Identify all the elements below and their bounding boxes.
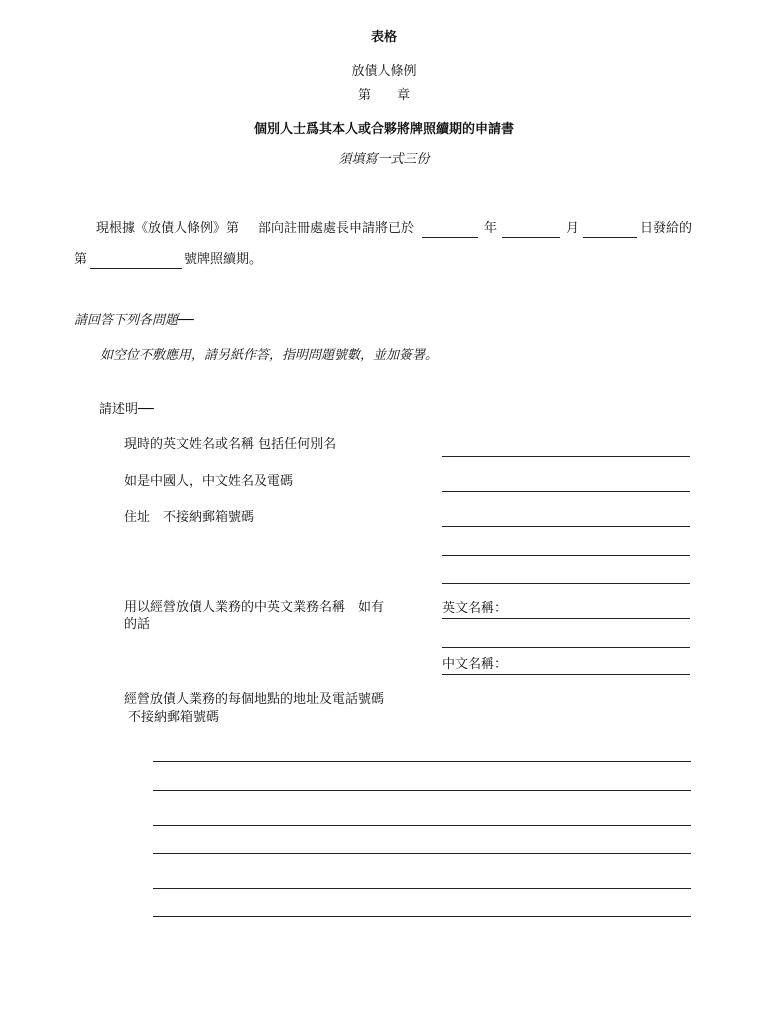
business-address-line-6[interactable] bbox=[153, 916, 691, 917]
business-address-line-1[interactable] bbox=[153, 761, 691, 762]
address-line-2[interactable] bbox=[442, 555, 690, 556]
form-subtitle: 須填寫一式三份 bbox=[338, 152, 430, 167]
chinese-name-label: 如是中國人，中文姓名及電碼 bbox=[124, 474, 294, 489]
business-name-line-extra[interactable] bbox=[442, 647, 690, 648]
business-name-label: 用以經營放債人業務的中英文業務名稱 如有的話 bbox=[124, 600, 385, 632]
business-address-line-4[interactable] bbox=[153, 853, 691, 854]
issue-day-blank[interactable] bbox=[583, 237, 637, 238]
licence-number-blank[interactable] bbox=[90, 268, 182, 269]
form-label: 表格 bbox=[370, 30, 397, 45]
intro-line2-suffix: 號牌照續期。 bbox=[184, 252, 263, 267]
intro-line2-prefix: 第 bbox=[74, 252, 88, 267]
answer-questions-instruction: 請回答下列各問題── bbox=[74, 313, 194, 328]
business-address-line-2[interactable] bbox=[153, 790, 691, 791]
issue-year-blank[interactable] bbox=[422, 237, 478, 238]
intro-day-issued: 日發給的 bbox=[640, 221, 693, 236]
intro-year: 年 bbox=[484, 221, 498, 236]
intro-month: 月 bbox=[566, 221, 580, 236]
issue-month-blank[interactable] bbox=[502, 237, 560, 238]
please-state-label: 請述明── bbox=[99, 402, 154, 417]
chapter-label: 第 章 bbox=[357, 88, 410, 103]
space-note: 如空位不敷應用，請另紙作答，指明問題號數，並加簽署。 bbox=[100, 348, 439, 363]
intro-part1: 現根據《放債人條例》第 bbox=[96, 221, 240, 236]
address-line-1[interactable] bbox=[442, 526, 690, 527]
english-name-line[interactable] bbox=[442, 456, 690, 457]
business-address-line-3[interactable] bbox=[153, 825, 691, 826]
address-line-3[interactable] bbox=[442, 583, 690, 584]
english-name-label: 現時的英文姓名或名稱 包括任何別名 bbox=[124, 437, 337, 452]
intro-part2: 部向註冊處處長申請將已於 bbox=[258, 221, 415, 236]
english-business-name-line[interactable] bbox=[442, 618, 690, 619]
chinese-business-name-label: 中文名稱： bbox=[442, 657, 508, 672]
english-business-name-label: 英文名稱： bbox=[442, 601, 508, 616]
chinese-name-line[interactable] bbox=[442, 491, 690, 492]
ordinance-name: 放債人條例 bbox=[351, 64, 417, 79]
address-label: 住址 不接納郵箱號碼 bbox=[124, 510, 255, 525]
business-address-note: 不接納郵箱號碼 bbox=[128, 710, 220, 725]
form-title: 個別人士爲其本人或合夥將牌照續期的申請書 bbox=[253, 122, 514, 137]
business-address-label: 經營放債人業務的每個地點的地址及電話號碼 bbox=[124, 692, 385, 707]
chinese-business-name-line[interactable] bbox=[442, 674, 690, 675]
business-address-line-5[interactable] bbox=[153, 888, 691, 889]
